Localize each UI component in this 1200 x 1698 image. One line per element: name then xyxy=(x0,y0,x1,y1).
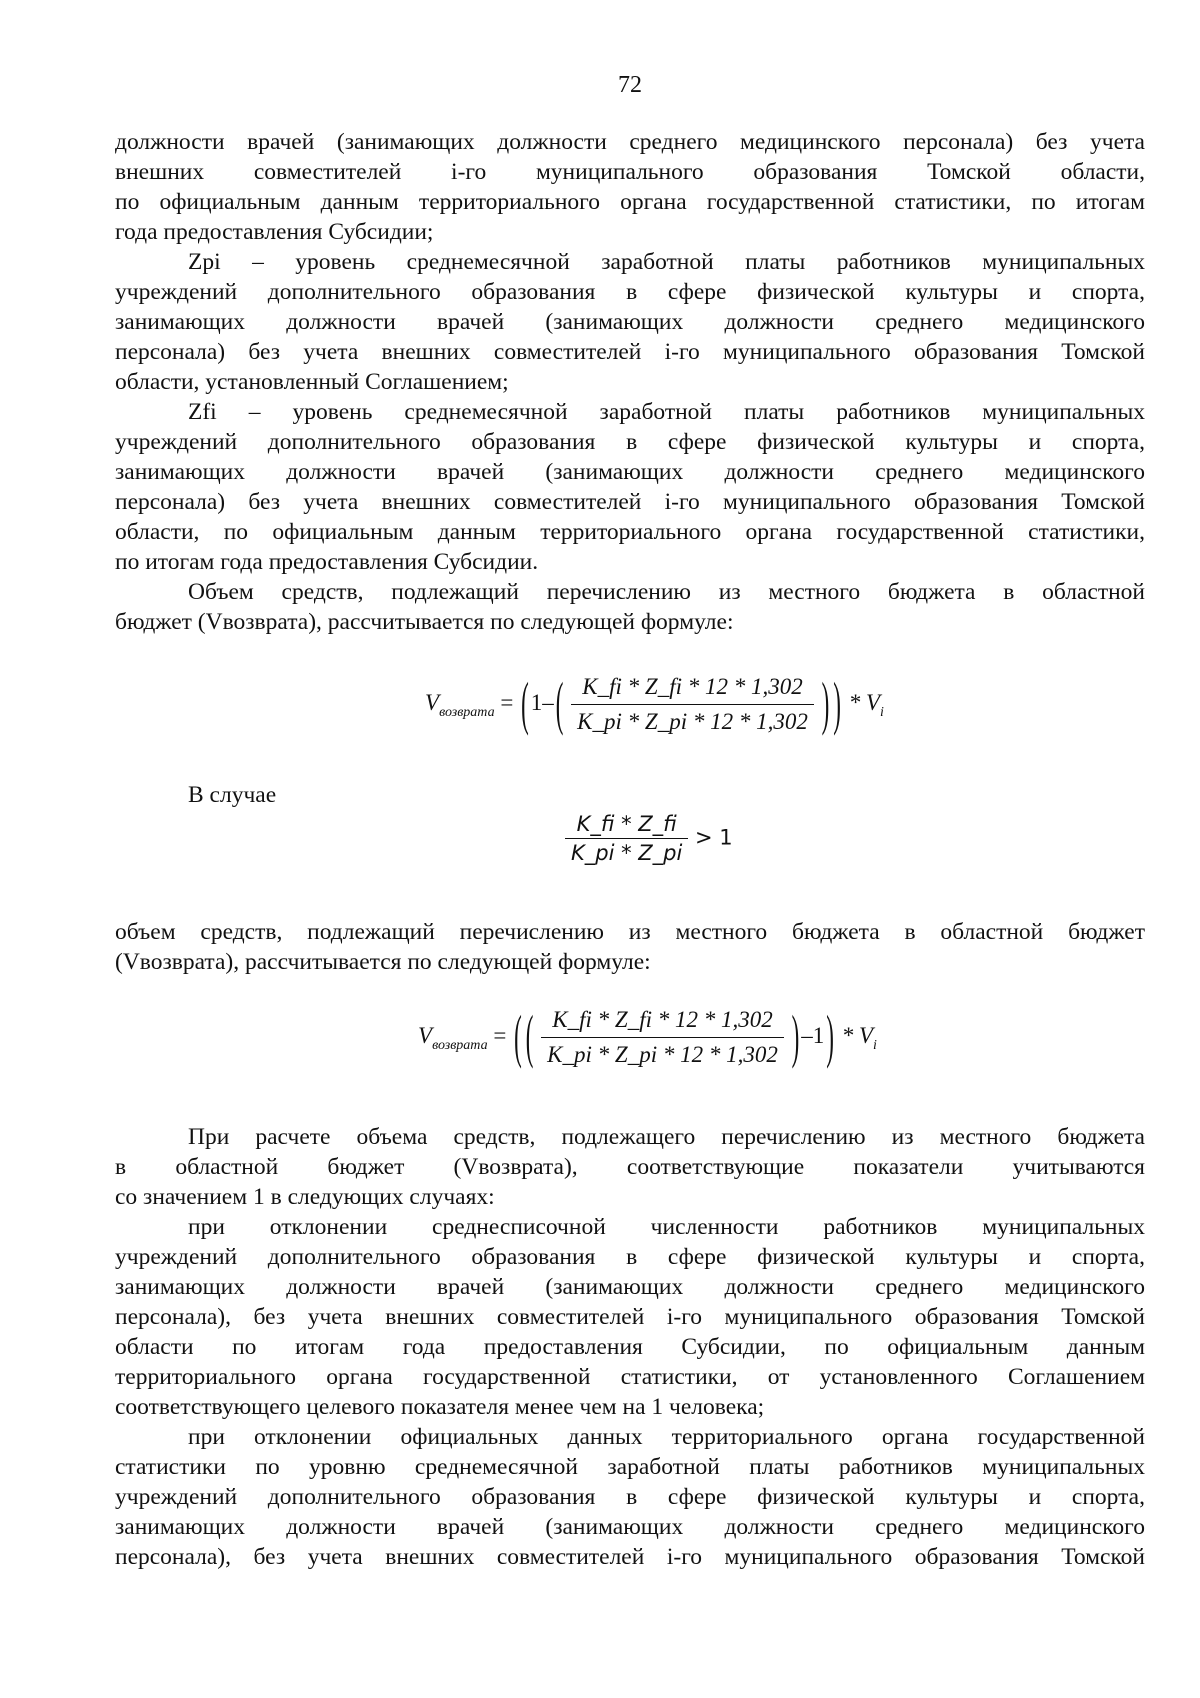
text-block-middle xyxy=(115,917,1145,977)
para7-line2: учреждений дополнительного образования в сфере физической культуры и спорта, xyxy=(115,1244,1145,1270)
para6-line3: со значением 1 в следующих случаях: xyxy=(115,1184,495,1210)
condition-fraction xyxy=(565,812,688,865)
para3-line1: Zfi – уровень среднемесячной заработной платы работников муниципальных xyxy=(188,399,1145,425)
para3-line3: занимающих должности врачей (занимающих должности среднего медицинского xyxy=(115,459,1145,485)
para7-line6: территориального органа государственной статистики, от установленного Соглашением xyxy=(115,1364,1145,1390)
formula2-lhs-sub: возврата xyxy=(432,1037,488,1053)
formula2-eq: = xyxy=(493,1022,507,1048)
formula2-fraction xyxy=(541,1005,784,1070)
para7-line3: занимающих должности врачей (занимающих должности среднего медицинского xyxy=(115,1274,1145,1300)
para1-line1: должности врачей (занимающих должности среднего медицинского персонала) без учета xyxy=(115,129,1145,155)
para2-line4: персонала) без учета внешних совместителей i-го муниципального образования Томской xyxy=(115,339,1145,365)
para6-line2: в областной бюджет (Vвозврата), соответствующие показатели учитываются xyxy=(115,1154,1145,1180)
para8-line4: занимающих должности врачей (занимающих должности среднего медицинского xyxy=(115,1514,1145,1540)
para7-line7: соответствующего целевого показателя менее чем на 1 человека; xyxy=(115,1394,765,1420)
para5-line2: (Vвозврата), рассчитывается по следующей формуле: xyxy=(115,949,651,975)
para2-line5: области, установленный Соглашением; xyxy=(115,369,509,395)
formula1-one: 1 xyxy=(530,689,543,715)
para2-line2: учреждений дополнительного образования в сфере физической культуры и спорта, xyxy=(115,279,1145,305)
page-number: 72 xyxy=(618,72,642,98)
formula1-denominator: K_pi * Z_pi * 12 * 1,302 xyxy=(577,709,808,734)
formula2-rhs-sub: i xyxy=(873,1037,877,1053)
text-block-bottom xyxy=(115,1122,1145,1572)
formula1-fraction xyxy=(571,672,814,737)
para3-line2: учреждений дополнительного образования в сфере физической культуры и спорта, xyxy=(115,429,1145,455)
formula2-minus-one: –1 xyxy=(801,1022,825,1048)
para7-line5: области по итогам года предоставления Субсидии, по официальным данным xyxy=(115,1334,1145,1360)
formula1-numerator: K_fi * Z_fi * 12 * 1,302 xyxy=(571,672,814,705)
para2-line1: Zpi – уровень среднемесячной заработной платы работников муниципальных xyxy=(188,249,1145,275)
formula1-lhs: V xyxy=(425,689,440,715)
para8-line3: учреждений дополнительного образования в сфере физической культуры и спорта, xyxy=(115,1484,1145,1510)
para8-line5: персонала), без учета внешних совместителей i-го муниципального образования Томской xyxy=(115,1544,1145,1570)
para3-line6: по итогам года предоставления Субсидии. xyxy=(115,549,539,575)
para3-line4: персонала) без учета внешних совместителей i-го муниципального образования Томской xyxy=(115,489,1145,515)
para6-line1: При расчете объема средств, подлежащего перечислению из местного бюджета xyxy=(188,1124,1145,1150)
formula1-minus: – xyxy=(542,689,554,715)
text-block-top xyxy=(115,127,1145,637)
para8-line2: статистики по уровню среднемесячной заработной платы работников муниципальных xyxy=(115,1454,1145,1480)
case-label: В случае xyxy=(188,782,277,808)
formula1-eq: = xyxy=(500,689,514,715)
para1-line2: внешних совместителей i-го муниципального образования Томской области, xyxy=(115,159,1145,185)
formula2-lhs: V xyxy=(418,1022,433,1048)
formula1-rhs-sub: i xyxy=(880,704,884,720)
condition-denominator: K_pi * Z_pi xyxy=(571,841,683,865)
condition-formula xyxy=(565,812,733,865)
condition-rhs: > 1 xyxy=(695,825,733,850)
condition-numerator: K_fi * Z_fi xyxy=(565,812,688,839)
para4-line1: Объем средств, подлежащий перечислению из местного бюджета в областной xyxy=(188,579,1145,605)
formula1-rhs: * V xyxy=(848,689,880,715)
para7-line4: персонала), без учета внешних совместителей i-го муниципального образования Томской xyxy=(115,1304,1145,1330)
para1-line3: по официальным данным территориального органа государственной статистики, по итогам xyxy=(115,189,1145,215)
formula2-denominator: K_pi * Z_pi * 12 * 1,302 xyxy=(547,1042,778,1067)
para4-line2: бюджет (Vвозврата), рассчитывается по следующей формуле: xyxy=(115,609,734,635)
para7-line1: при отклонении среднесписочной численности работников муниципальных xyxy=(188,1214,1145,1240)
formula2-numerator: K_fi * Z_fi * 12 * 1,302 xyxy=(541,1005,784,1038)
para5-line1: объем средств, подлежащий перечислению из местного бюджета в областной бюджет xyxy=(115,919,1145,945)
para2-line3: занимающих должности врачей (занимающих должности среднего медицинского xyxy=(115,309,1145,335)
para1-line4: года предоставления Субсидии; xyxy=(115,219,434,245)
formula-2: $V_{возврата}$ = ( ( $\frac{K\_fi * Z\_fi * 12 * 1,302}{K\_pi * Z\_pi * 12 * 1,302}$ )$-1) * V_i$ xyxy=(418,1003,877,1069)
formula2-rhs: * V xyxy=(841,1022,873,1048)
para8-line1: при отклонении официальных данных территориального органа государственной xyxy=(188,1424,1145,1450)
formula-1: $V_{возврата} = (1-$( $\frac{K\_fi * Z\_fi * 12 * 1,302}{K\_pi * Z\_pi * 12 * 1,302}$ ) ) * $V_i$ xyxy=(425,670,884,736)
para3-line5: области, по официальным данным территориального органа государственной статистики, xyxy=(115,519,1145,545)
formula1-lhs-sub: возврата xyxy=(439,704,495,720)
